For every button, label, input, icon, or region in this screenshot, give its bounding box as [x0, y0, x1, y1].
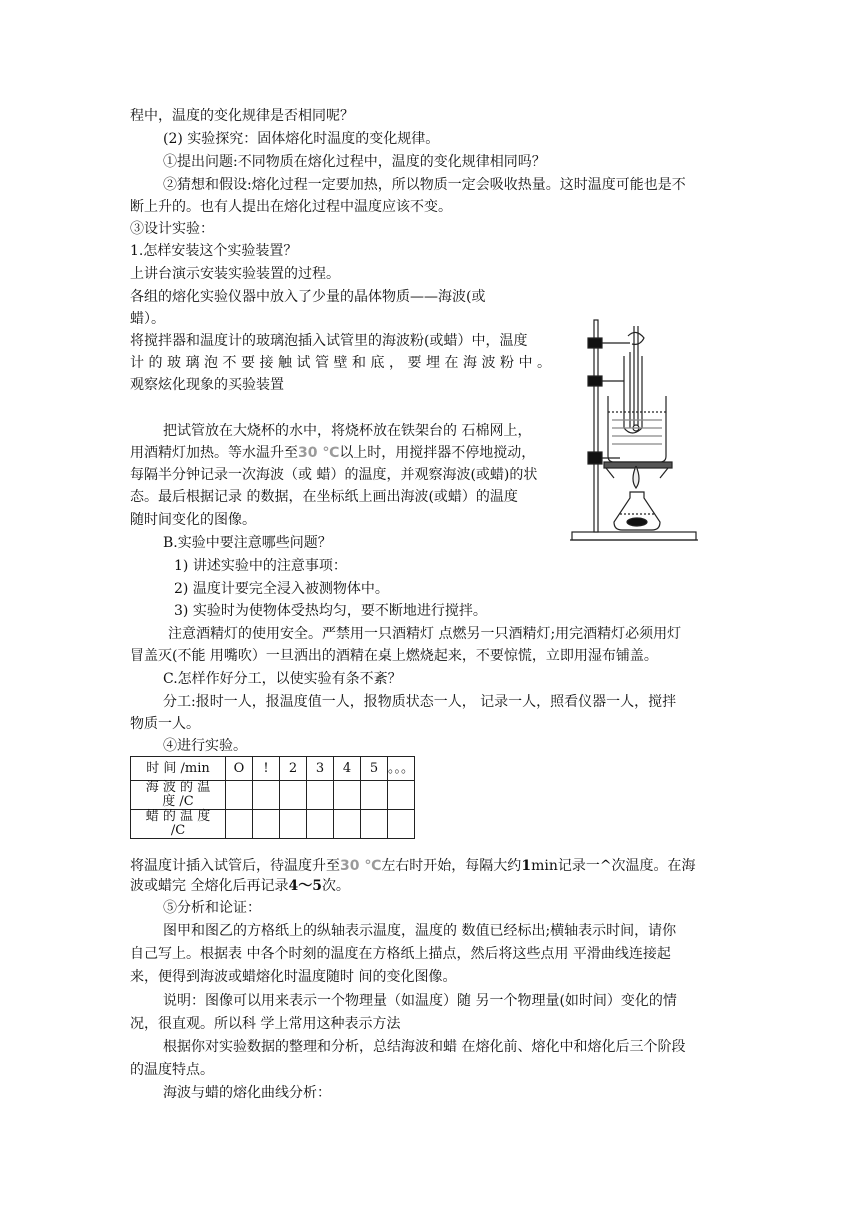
text-span: 次。 — [321, 878, 350, 894]
text-line: 海波与蜡的熔化曲线分析： — [163, 1085, 331, 1101]
text-line: 随时间变化的图像。 — [130, 512, 256, 528]
text-line: 每隔半分钟记录一次海波（或 蜡）的温度，并观察海波(或蜡)的状 — [130, 467, 538, 483]
text-line: (2) 实验探究：固体熔化时温度的变化规律。 — [163, 131, 440, 147]
table-cell — [226, 781, 253, 810]
text-line: 1) 讲述实验中的注意事项： — [174, 558, 347, 574]
table-cell — [388, 810, 415, 839]
text-span: 1 — [521, 858, 532, 874]
label-part: 海 波 的 温 — [145, 780, 211, 795]
text-line: 根据你对实验数据的整理和分析，总结海波和蜡 在熔化前、熔化中和熔化后三个阶段 — [163, 1039, 686, 1055]
text-line: 把试管放在大烧杯的水中，将烧杯放在铁架台的 石棉网上， — [163, 423, 532, 439]
text-line: 3) 实验时为使物体受热均匀，要不断地进行搅拌。 — [174, 603, 487, 619]
text-line — [130, 876, 350, 896]
text-span: 4〜5 — [288, 878, 322, 894]
temperature-value: 30 ℃ — [298, 445, 340, 461]
text-line: 2) 温度计要完全浸入被测物体中。 — [174, 581, 389, 597]
text-line: 上讲台演示安装实验装置的过程。 — [130, 266, 340, 282]
table-cell: 。。。 — [388, 757, 415, 781]
table-header-time: 时 间 /min — [131, 757, 226, 781]
text-line — [130, 443, 535, 463]
record-table — [130, 756, 415, 839]
text-line: 注意酒精灯的使用安全。严禁用一只酒精灯 点燃另一只酒精灯;用完酒精灯必须用灯 — [168, 626, 682, 642]
text-line: 来，便得到海波或蜡熔化时温度随时 间的变化图像。 — [130, 969, 457, 985]
table-row-label-wax — [131, 810, 226, 839]
text-line: 分工:报时一人，报温度值一人，报物质状态一人， 记录一人，照看仪器一人，搅拌 — [163, 694, 677, 710]
text-line: 观察炫化现象的买验装置 — [130, 377, 284, 393]
text-line: 程中，温度的变化规律是否相同呢？ — [130, 108, 354, 124]
text-line: ⑤分析和论证： — [163, 900, 261, 916]
table-cell: 4 — [334, 757, 361, 781]
text-line: 1.怎样安装这个实验装置？ — [130, 243, 298, 259]
text-line: 将搅拌器和温度计的玻璃泡插入试管里的海波粉(或蜡）中，温度 — [130, 333, 528, 349]
text-line: 自己写上。根据表 中各个时刻的温度在方格纸上描点，然后将这些点用 平滑曲线连接起 — [130, 946, 671, 962]
table-cell — [253, 781, 280, 810]
text-line: 断上升的。也有人提出在熔化过程中温度应该不变。 — [130, 199, 452, 215]
text-line — [130, 856, 696, 876]
table-cell — [334, 810, 361, 839]
label-part: /C — [170, 823, 186, 838]
table-cell — [280, 810, 307, 839]
label-part: 蜡 的 温 度 — [145, 809, 211, 824]
table-cell — [388, 781, 415, 810]
text-span: 将温度计插入试管后，待温度升至 — [130, 858, 340, 874]
text-line: ①提出问题:不同物质在熔化过程中，温度的变化规律相同吗？ — [163, 154, 546, 170]
label-part: 度 /C — [162, 794, 194, 809]
text-line: ②猜想和假设:熔化过程一定要加热，所以物质一定会吸收热量。这时温度可能也是不 — [163, 177, 686, 193]
table-cell: 3 — [307, 757, 334, 781]
table-cell: 5 — [361, 757, 388, 781]
table-cell — [307, 810, 334, 839]
text-line: 的温度特点。 — [130, 1062, 214, 1078]
text-line: 蜡）。 — [130, 311, 165, 327]
text-line: ④进行实验。 — [163, 738, 247, 754]
table-cell — [280, 781, 307, 810]
table-cell — [253, 810, 280, 839]
melting-apparatus-illustration — [568, 316, 700, 552]
text-span: min记录一^次温度。在海 — [531, 858, 696, 874]
table-cell: O — [226, 757, 253, 781]
text-span: 左右时开始，每隔大约 — [381, 858, 522, 874]
text-line: 说明：图像可以用来表示一个物理量（如温度）随 另一个物理量(如时间）变化的情 — [163, 993, 677, 1009]
text-line: 物质一人。 — [130, 716, 200, 732]
table-row-label-hypo — [131, 781, 226, 810]
text-line: B.实验中要注意哪些问题？ — [163, 535, 332, 551]
text-span: 以上时，用搅拌器不停地搅动， — [339, 445, 536, 461]
text-line: 冒盖灭(不能 用嘴吹）一旦洒出的酒精在桌上燃烧起来，不要惊慌，立即用湿布铺盖。 — [130, 648, 658, 664]
table-cell: ! — [253, 757, 280, 781]
text-line: ③设计实验： — [130, 221, 214, 237]
text-line: 计的玻璃泡不要接触试管壁和底，要埋在海波粉中。 — [130, 355, 556, 371]
text-line: 图甲和图乙的方格纸上的纵轴表示温度，温度的 数值已经标出;横轴表示时间，请你 — [163, 923, 677, 939]
text-line: 态。最后根据记录 的数据，在坐标纸上画出海波(或蜡）的温度 — [130, 489, 518, 505]
table-cell — [361, 810, 388, 839]
temperature-value: 30 ℃ — [340, 858, 382, 874]
text-line: C.怎样作好分工，以使实验有条不紊？ — [163, 671, 402, 687]
text-span: 波或蜡完 全熔化后再记录 — [130, 878, 289, 894]
table-cell — [361, 781, 388, 810]
table-cell — [307, 781, 334, 810]
text-line: 况，很直观。所以科 学上常用这种表示方法 — [130, 1016, 401, 1032]
text-line: 各组的熔化实验仪器中放入了少量的晶体物质——海波(或 — [130, 289, 486, 305]
table-cell — [334, 781, 361, 810]
table-cell — [226, 810, 253, 839]
text-span: 用酒精灯加热。等水温升至 — [130, 445, 298, 461]
table-cell: 2 — [280, 757, 307, 781]
